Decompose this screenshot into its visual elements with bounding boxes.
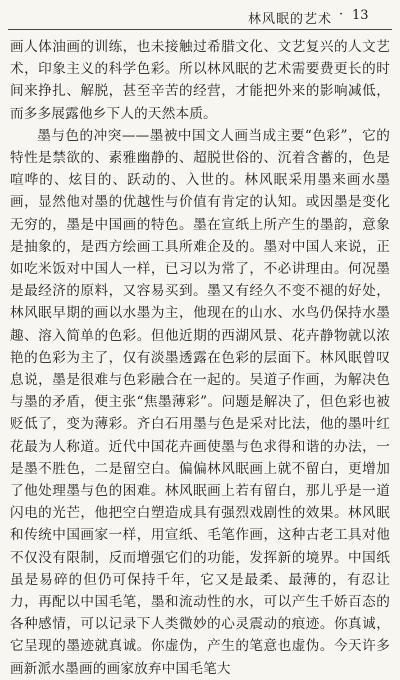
header-rule [8, 29, 392, 30]
body-text [10, 36, 390, 680]
header-separator: · [339, 7, 344, 22]
running-header-title: 林风眠的艺术 [248, 12, 333, 27]
paragraph: 墨与色的冲突——墨被中国文人画当成主要“色彩”，它的特性是禁欲的、素雅幽静的、超脱世俗的、沉着含蓄的，色是喧哗的、炫目的、跃动的、入世的。林风眠采用墨来画水墨画，显然他对墨的优越性与价值有肯定的认知。或因墨是变化无穷的，墨是中国画的特色。墨在宣纸上所产生的墨韵，意象是抽象的，是西方绘画工具所难企及的。墨对中国人来说，正如吃米饭对中国人一样，已习以为常了，不必讲理由。何况墨是最经济的原料，又容易买到。墨又有经久不变不褪的好处，林风眠早期的画以水墨为主，他现在的山水、水鸟仍保持水墨趣、溶入简单的色彩。但他近期的西湖风景、花卉静物就以浓艳的色彩为主了，仅有淡墨透露在色彩的层面下。林风眠曾叹息说，墨是很难与色彩融合在一起的。吴道子作画，为解决色与墨的矛盾，便主张“焦墨薄彩”。问题是解决了，但色彩也被贬低了，变为薄彩。齐白石用墨与色是采对比法，他的墨叶红花最为人称道。近代中国花卉画使墨与色求得和谐的办法，一是墨不胜色，二是留空白。偏偏林风眠画上就不留白，更增加了他处理墨与色的困难。林风眠画上若有留白，那儿乎是一道闪电的光芒，他把空白塑造成具有强烈戏剧性的效果。林风眠和传统中国画家一样，用宣纸、毛笔作画，这种古老工具对他不仅没有限制，反而增强它们的功能，发挥新的境界。中国纸虽是易碎的但仍可保持千年，它又是最柔、最薄的，有忍让力，再配以中国毛笔，墨和流动性的水，可以产生千娇百态的各种感情，可以记录下人类微妙的心灵震动的痕迹。你真诚，它呈现的墨迹就真诚。你虚伪，产生的笔意也虚伪。今天许多画新派水墨画的画家放弃中国毛笔大 [10, 127, 390, 677]
paragraph: 画人体油画的训练，也未接触过希腊文化、文艺复兴的人文艺术，印象主义的科学色彩。所以林风眠的艺术需要费更长的时间来挣扎、解脱，甚至辛苦的经营，才能把外来的影响减低，而多多展露他乡下人的天然本质。 [10, 39, 390, 122]
running-header [0, 0, 400, 30]
page-number: 13 [352, 8, 369, 23]
